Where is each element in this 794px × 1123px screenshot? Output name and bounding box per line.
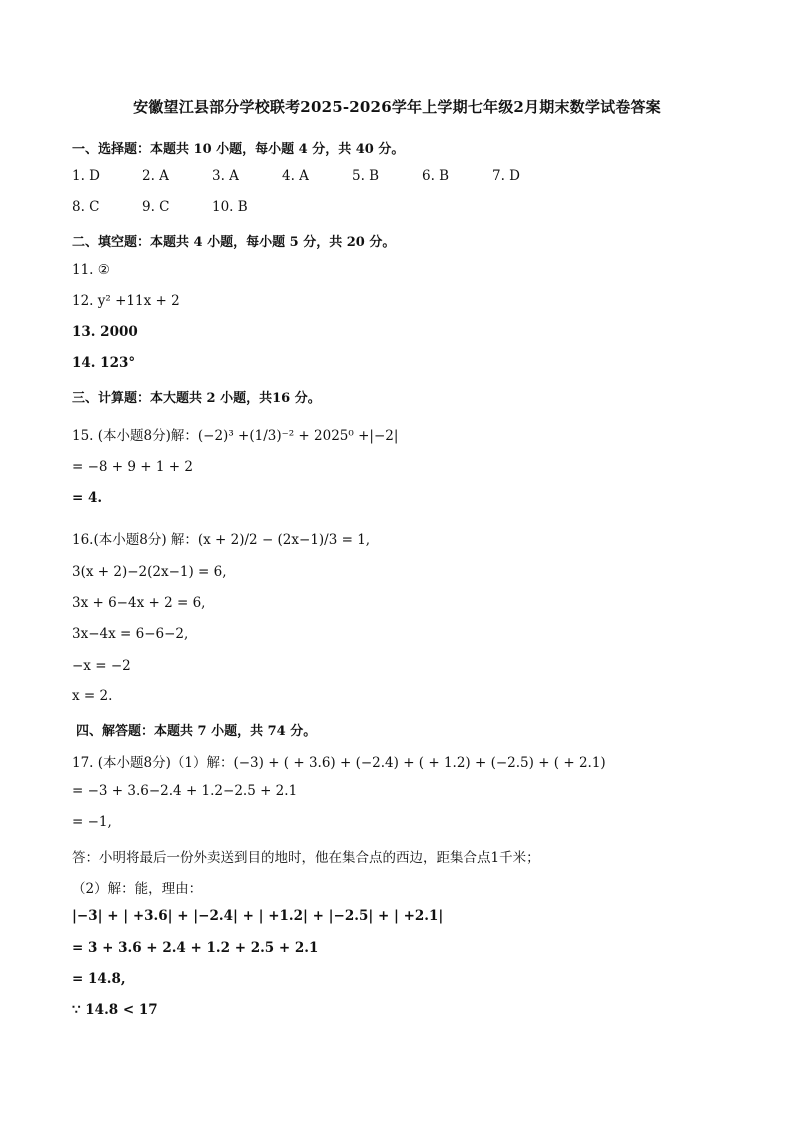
choice-answer: 7. D [492, 168, 520, 184]
page-title: 安徽望江县部分学校联考2025-2026学年上学期七年级2月期末数学试卷答案 [133, 98, 661, 116]
q17-part2-step: = 14.8, [72, 971, 126, 987]
q16-step: 3(x + 2)−2(2x−1) = 6, [72, 564, 227, 580]
question-15: 15. (本小题8分)解：(−2)³ +(1/3)⁻² + 2025⁰ +|−2| [72, 428, 399, 444]
choice-answers-row-2 [72, 199, 282, 215]
fill-answer-14: 14. 123° [72, 355, 136, 371]
q16-step: 3x−4x = 6−6−2, [72, 626, 189, 642]
choice-answer: 9. C [142, 199, 170, 215]
question-17: 17. (本小题8分)（1）解：(−3) + ( + 3.6) + (−2.4) + ( + 1.2) + (−2.5) + ( + 2.1) [72, 755, 606, 771]
q17-answer: 答：小明将最后一份外卖送到目的地时，他在集合点的西边，距集合点1千米； [72, 850, 540, 866]
fill-answer-11: 11. ② [72, 262, 110, 278]
choice-answer: 10. B [212, 199, 248, 215]
q15-step: = 4. [72, 490, 103, 506]
q17-step: = −3 + 3.6−2.4 + 1.2−2.5 + 2.1 [72, 783, 298, 799]
choice-answer: 2. A [142, 168, 169, 184]
section-1-heading: 一、选择题：本题共 10 小题，每小题 4 分，共 40 分。 [72, 142, 405, 157]
choice-answer: 6. B [422, 168, 450, 184]
question-16: 16.(本小题8分) 解：(x + 2)/2 − (2x−1)/3 = 1, [72, 532, 371, 548]
choice-answer: 4. A [282, 168, 309, 184]
q17-part2-heading: （2）解：能，理由： [72, 881, 203, 897]
q17-part2-step: ∵ 14.8 < 17 [72, 1002, 158, 1018]
choice-answer: 5. B [352, 168, 380, 184]
fill-answer-13: 13. 2000 [72, 324, 138, 340]
choice-answer: 3. A [212, 168, 239, 184]
section-2-heading: 二、填空题：本题共 4 小题，每小题 5 分，共 20 分。 [72, 235, 396, 250]
choice-answers-row-1 [72, 168, 562, 184]
q16-step: x = 2. [72, 688, 113, 704]
q17-part2-step: = 3 + 3.6 + 2.4 + 1.2 + 2.5 + 2.1 [72, 940, 319, 956]
choice-answer: 8. C [72, 199, 100, 215]
q17-part2-step: |−3| + | +3.6| + |−2.4| + | +1.2| + |−2.5| + | +2.1| [72, 908, 444, 924]
choice-answer: 1. D [72, 168, 100, 184]
q15-step: = −8 + 9 + 1 + 2 [72, 459, 193, 475]
q17-step: = −1, [72, 814, 112, 830]
q16-step: −x = −2 [72, 658, 131, 674]
fill-answer-12: 12. y² +11x + 2 [72, 293, 180, 309]
q16-step: 3x + 6−4x + 2 = 6, [72, 595, 206, 611]
section-3-heading: 三、计算题：本大题共 2 小题，共16 分。 [72, 391, 321, 406]
section-4-heading: 四、解答题：本题共 7 小题，共 74 分。 [76, 724, 317, 739]
